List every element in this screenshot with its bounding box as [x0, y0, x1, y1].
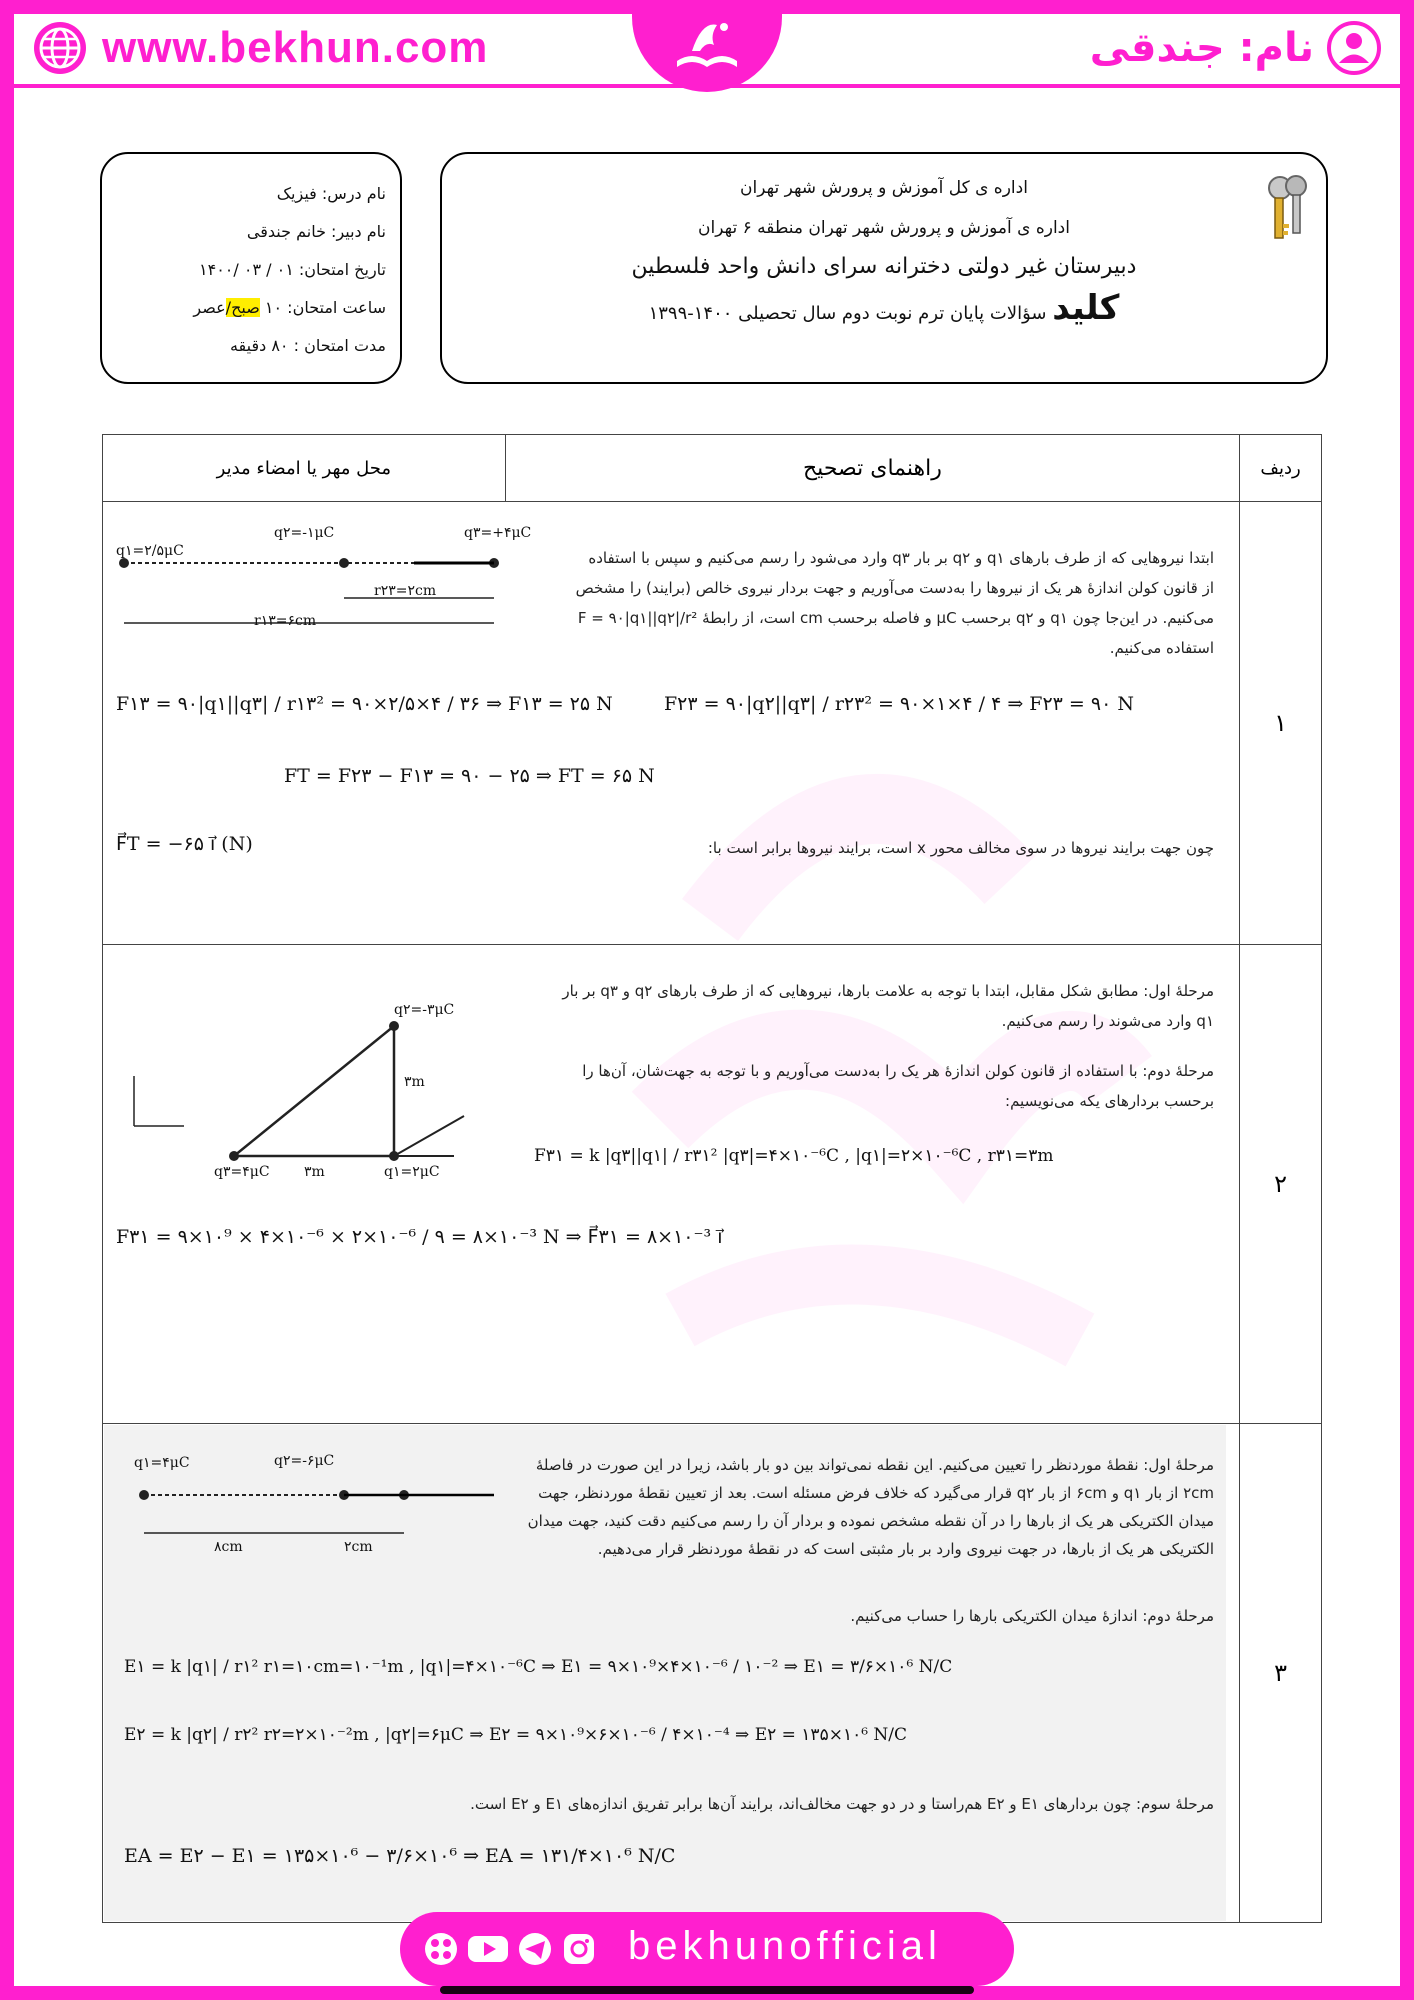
answer-1-intro: ابتدا نیروهایی که از طرف بارهای q۱ و q۲ بر بار q۳ وارد می‌شود را رسم می‌کنیم و سپس با استفاده از قانون کولن اندازهٔ هر یک از نیروها را به‌دست می‌آوریم و جهت بردار نیروی خالص (برایند) را مشخص می‌کنیم. در این‌جا چون q۱ و q۲ برحسب μC و فاصله برحسب cm است، از رابطهٔ F = ۹۰|q۱||q۲|/r² استفاده می‌کنیم.: [575, 549, 1214, 657]
answer-2-step1: مرحلهٔ اول: مطابق شکل مقابل، ابتدا با توجه به علامت بارها، نیروهایی که از طرف بارهای q۲ و q۳ بر بار q۱ وارد می‌شوند را رسم می‌کنیم.: [562, 982, 1214, 1030]
col-row-header: ردیف: [1240, 435, 1322, 502]
exam-duration: مدت امتحان : ۸۰ دقیقه: [229, 336, 386, 355]
fig1-q2: q۲=-۱μC: [274, 525, 335, 541]
subject: نام درس: فیزیک: [276, 184, 386, 203]
name-label: نام: جندقی: [1089, 25, 1314, 71]
answer-2-content: [104, 946, 1226, 1422]
answer-1-ft: FT = F۲۳ − F۱۳ = ۹۰ − ۲۵ ⇒ FT = ۶۵ N: [284, 765, 655, 787]
user-icon: [1326, 20, 1382, 76]
footer-shadow: [440, 1986, 974, 1994]
book-logo-icon: [662, 11, 752, 81]
answer-2-f1: F۳۱ = k |q۳||q۱| / r۳۱² |q۳|=۴×۱۰⁻⁶C , |q۱|=۲×۱۰⁻⁶C , r۳۱=۳m: [534, 1146, 1054, 1166]
col-guide-header: راهنمای تصحیح: [505, 435, 1239, 502]
teacher: نام دبیر: خانم جندقی: [246, 222, 386, 241]
exam-time-evening: عصر: [193, 298, 226, 317]
website-link[interactable]: [32, 20, 488, 76]
school-header-box: [440, 152, 1328, 384]
exam-time-morning: صبح/: [225, 298, 260, 317]
fig2-q1: q۱=۲μC: [384, 1164, 440, 1180]
table-row: [103, 502, 1322, 945]
answer-3-step1: مرحلهٔ اول: نقطهٔ موردنظر را تعیین می‌کنیم. این نقطه نمی‌تواند بین دو بار باشد، زیرا در این صورت در فاصلهٔ ۲cm از بار q۱ و ۶cm از بار q۲ قرار می‌گیرد که خلاف فرض مسئله است. بعد از تعیین نقطهٔ موردنظر، جهت میدان الکتریکی هر یک از بارها را در آن نقطه مشخص نموده و بردار آن را رسم می‌کنیم دقت کنید، جهت میدان الکتریکی هر یک از بارها، در جهت نیروی وارد بر بار مثبتی است که در نقطهٔ موردنظر قرار می‌دهیم.: [527, 1456, 1214, 1558]
exam-title: [442, 288, 1326, 328]
charges-diagram-3: [134, 1455, 514, 1555]
student-name: [1090, 20, 1382, 76]
fig2-horizontal: ۳m: [304, 1164, 325, 1180]
answer-1-f23: F۲۳ = ۹۰|q۲||q۳| / r۲۳² = ۹۰×۱×۴ / ۴ ⇒ F۲۳ = ۹۰ N: [664, 693, 1134, 715]
fig3-2cm: ۲cm: [344, 1539, 373, 1555]
answer-3-step2: مرحلهٔ دوم: اندازهٔ میدان الکتریکی بارها را حساب می‌کنیم.: [850, 1607, 1214, 1625]
answer-3-e2: E۲ = k |q۲| / r۲² r۲=۲×۱۰⁻²m , |q۲|=۶μC ⇒ E۲ = ۹×۱۰⁹×۶×۱۰⁻⁶ / ۴×۱۰⁻⁴ ⇒ E۲ = ۱۳۵×۱۰⁶ N/C: [124, 1725, 908, 1745]
footer-handle: bekhunofficial: [628, 1924, 942, 1968]
fig1-q3: q۳=+۴μC: [464, 525, 532, 541]
school-name: دبیرستان غیر دولتی دخترانه سرای دانش واحد فلسطین: [631, 254, 1137, 279]
row-number: ۳: [1240, 1424, 1322, 1923]
table-row: [103, 1424, 1322, 1923]
telegram-icon[interactable]: [516, 1930, 554, 1968]
exam-title-text: سؤالات پایان ترم نوبت دوم سال تحصیلی ۱۴۰۰-۱۳۹۹: [648, 303, 1047, 324]
table-row: [103, 945, 1322, 1424]
answer-key-label: کلید: [1052, 288, 1120, 328]
answer-1-content: [104, 503, 1226, 943]
answer-2-step2: مرحلهٔ دوم: با استفاده از قانون کولن اندازهٔ هر یک را به‌دست می‌آوریم و با توجه به جهت‌شان، آن‌ها را برحسب بردارهای یکه می‌نویسیم:: [582, 1062, 1214, 1110]
globe-icon: [32, 20, 88, 76]
instagram-icon[interactable]: [560, 1930, 598, 1968]
exam-time-prefix: ساعت امتحان: ۱۰: [264, 298, 386, 317]
triangle-diagram-2: [114, 986, 534, 1186]
fig1-r23: r۲۳=۲cm: [374, 583, 437, 599]
fig2-vertical: ۳m: [404, 1074, 425, 1090]
fig1-q1: q۱=۲/۵μC: [116, 543, 184, 559]
table-header-row: [103, 435, 1322, 502]
exam-time: [193, 298, 386, 317]
answer-1-f13: F۱۳ = ۹۰|q۱||q۳| / r۱۳² = ۹۰×۲/۵×۴ / ۳۶ ⇒ F۱۳ = ۲۵ N: [116, 693, 613, 715]
fig2-q3: q۳=۴μC: [214, 1164, 270, 1180]
answer-1-vector: F⃗T = −۶۵ i⃗ (N): [116, 833, 253, 855]
answer-2-f2: F۳۱ = ۹×۱۰⁹ × ۴×۱۰⁻⁶ × ۲×۱۰⁻⁶ / ۹ = ۸×۱۰⁻³ N ⇒ F⃗۳۱ = ۸×۱۰⁻³ i⃗: [116, 1226, 723, 1248]
school-line-1: اداره ی کل آموزش و پرورش شهر تهران: [740, 178, 1028, 198]
answer-3-e1: E۱ = k |q۱| / r۱² r۱=۱۰cm=۱۰⁻¹m , |q۱|=۴×۱۰⁻⁶C ⇒ E۱ = ۹×۱۰⁹×۴×۱۰⁻⁶ / ۱۰⁻² ⇒ E۱ = ۳/۶×۱۰⁶ N/C: [124, 1657, 953, 1677]
aparat-icon[interactable]: [422, 1930, 460, 1968]
youtube-icon[interactable]: [466, 1930, 510, 1968]
answer-table: [102, 434, 1322, 1923]
row-number: ۱: [1240, 502, 1322, 945]
fig1-r13: r۱۳=۶cm: [254, 613, 317, 629]
answer-3-step3: مرحلهٔ سوم: چون بردارهای E۱ و E۲ هم‌راستا و در دو جهت مخالف‌اند، برایند آن‌ها برابر تفریق اندازه‌های E۱ و E۲ است.: [470, 1795, 1214, 1813]
answer-1-conclusion: چون جهت برایند نیروها در سوی مخالف محور x است، برایند نیروها برابر است با:: [707, 839, 1214, 857]
footer-social-bar[interactable]: [400, 1912, 1014, 1986]
keys-icon: [1260, 172, 1316, 244]
answer-3-content: [104, 1425, 1226, 1921]
exam-info-box: [100, 152, 402, 384]
fig3-8cm: ۸cm: [214, 1539, 243, 1555]
col-seal-header: محل مهر یا امضاء مدیر: [103, 435, 506, 502]
fig3-q2: q۲=-۶μC: [274, 1453, 335, 1469]
answer-3-ea: EA = E۲ − E۱ = ۱۳۵×۱۰⁶ − ۳/۶×۱۰⁶ ⇒ EA = ۱۳۱/۴×۱۰⁶ N/C: [124, 1845, 676, 1867]
fig3-q1: q۱=۴μC: [134, 1455, 190, 1471]
fig2-q2: q۲=-۳μC: [394, 1002, 455, 1018]
website-text: www.bekhun.com: [102, 23, 489, 72]
row-number: ۲: [1240, 945, 1322, 1424]
exam-date: تاریخ امتحان: ۰۱ / ۰۳ /۱۴۰۰: [199, 260, 386, 279]
school-line-2: اداره ی آموزش و پرورش شهر تهران منطقه ۶ تهران: [698, 218, 1070, 238]
